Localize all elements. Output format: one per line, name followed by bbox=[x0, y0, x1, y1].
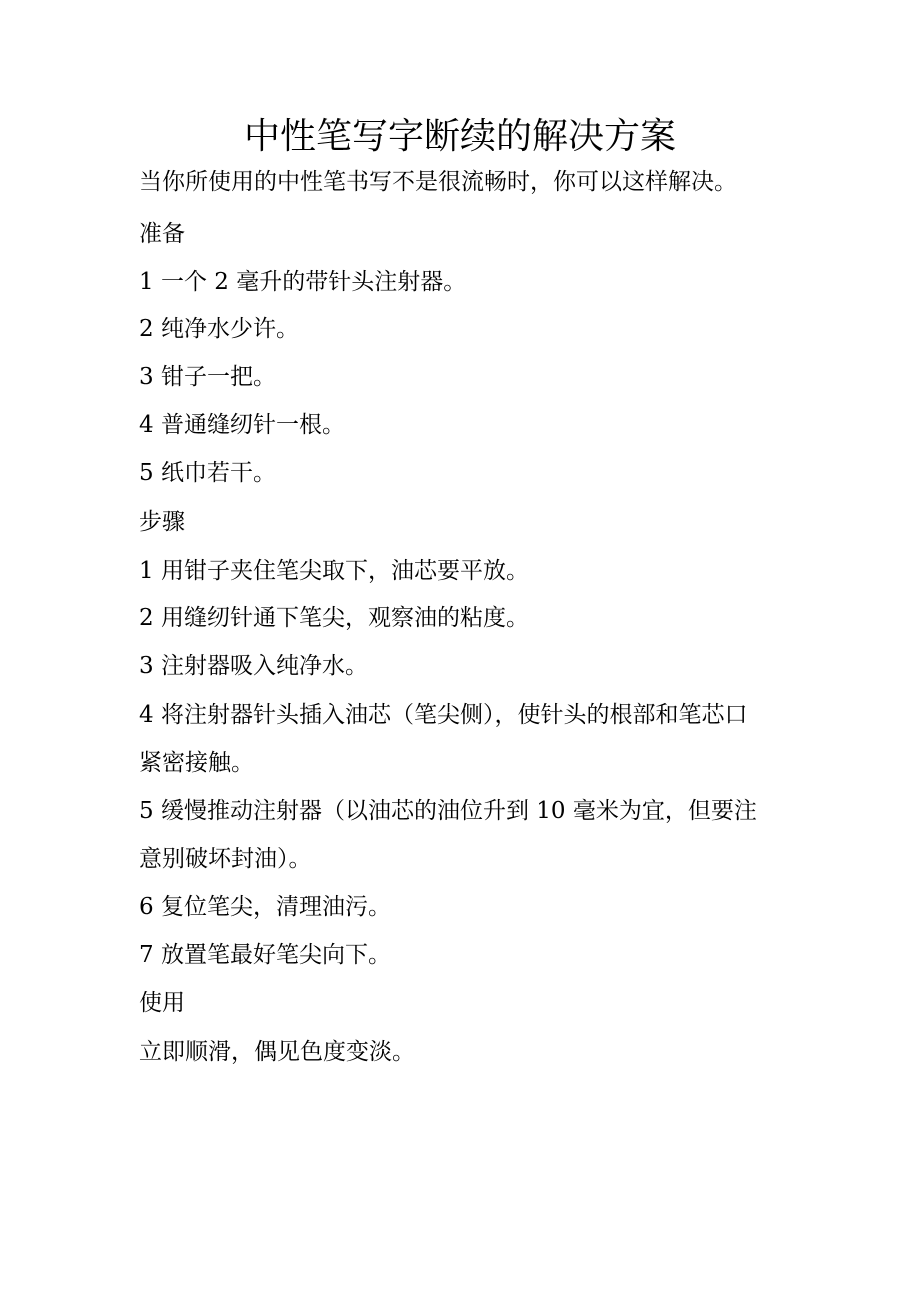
step-item: 1 用钳子夹住笔尖取下，油芯要平放。 bbox=[139, 558, 529, 584]
step-item-continued: 紧密接触。 bbox=[139, 750, 254, 776]
preparation-item: 4 普通缝纫针一根。 bbox=[139, 412, 345, 438]
step-item-continued: 意别破坏封油）。 bbox=[139, 846, 312, 872]
intro-paragraph: 当你所使用的中性笔书写不是很流畅时，你可以这样解决。 bbox=[139, 169, 737, 195]
usage-heading: 使用 bbox=[139, 990, 185, 1016]
preparation-item: 1 一个 2 毫升的带针头注射器。 bbox=[139, 269, 467, 295]
step-item: 7 放置笔最好笔尖向下。 bbox=[139, 942, 391, 968]
step-item: 5 缓慢推动注射器（以油芯的油位升到 10 毫米为宜，但要注 bbox=[139, 798, 757, 824]
step-item: 4 将注射器针头插入油芯（笔尖侧），使针头的根部和笔芯口 bbox=[139, 702, 748, 728]
preparation-item: 3 钳子一把。 bbox=[139, 364, 276, 390]
steps-heading: 步骤 bbox=[139, 509, 185, 535]
step-item: 2 用缝纫针通下笔尖，观察油的粘度。 bbox=[139, 605, 529, 631]
preparation-item: 5 纸巾若干。 bbox=[139, 460, 276, 486]
document-title: 中性笔写字断续的解决方案 bbox=[243, 116, 676, 157]
step-item: 3 注射器吸入纯净水。 bbox=[139, 653, 368, 679]
preparation-heading: 准备 bbox=[139, 221, 185, 247]
preparation-item: 2 纯净水少许。 bbox=[139, 316, 299, 342]
usage-text: 立即顺滑，偶见色度变淡。 bbox=[139, 1039, 415, 1065]
step-item: 6 复位笔尖，清理油污。 bbox=[139, 894, 391, 920]
